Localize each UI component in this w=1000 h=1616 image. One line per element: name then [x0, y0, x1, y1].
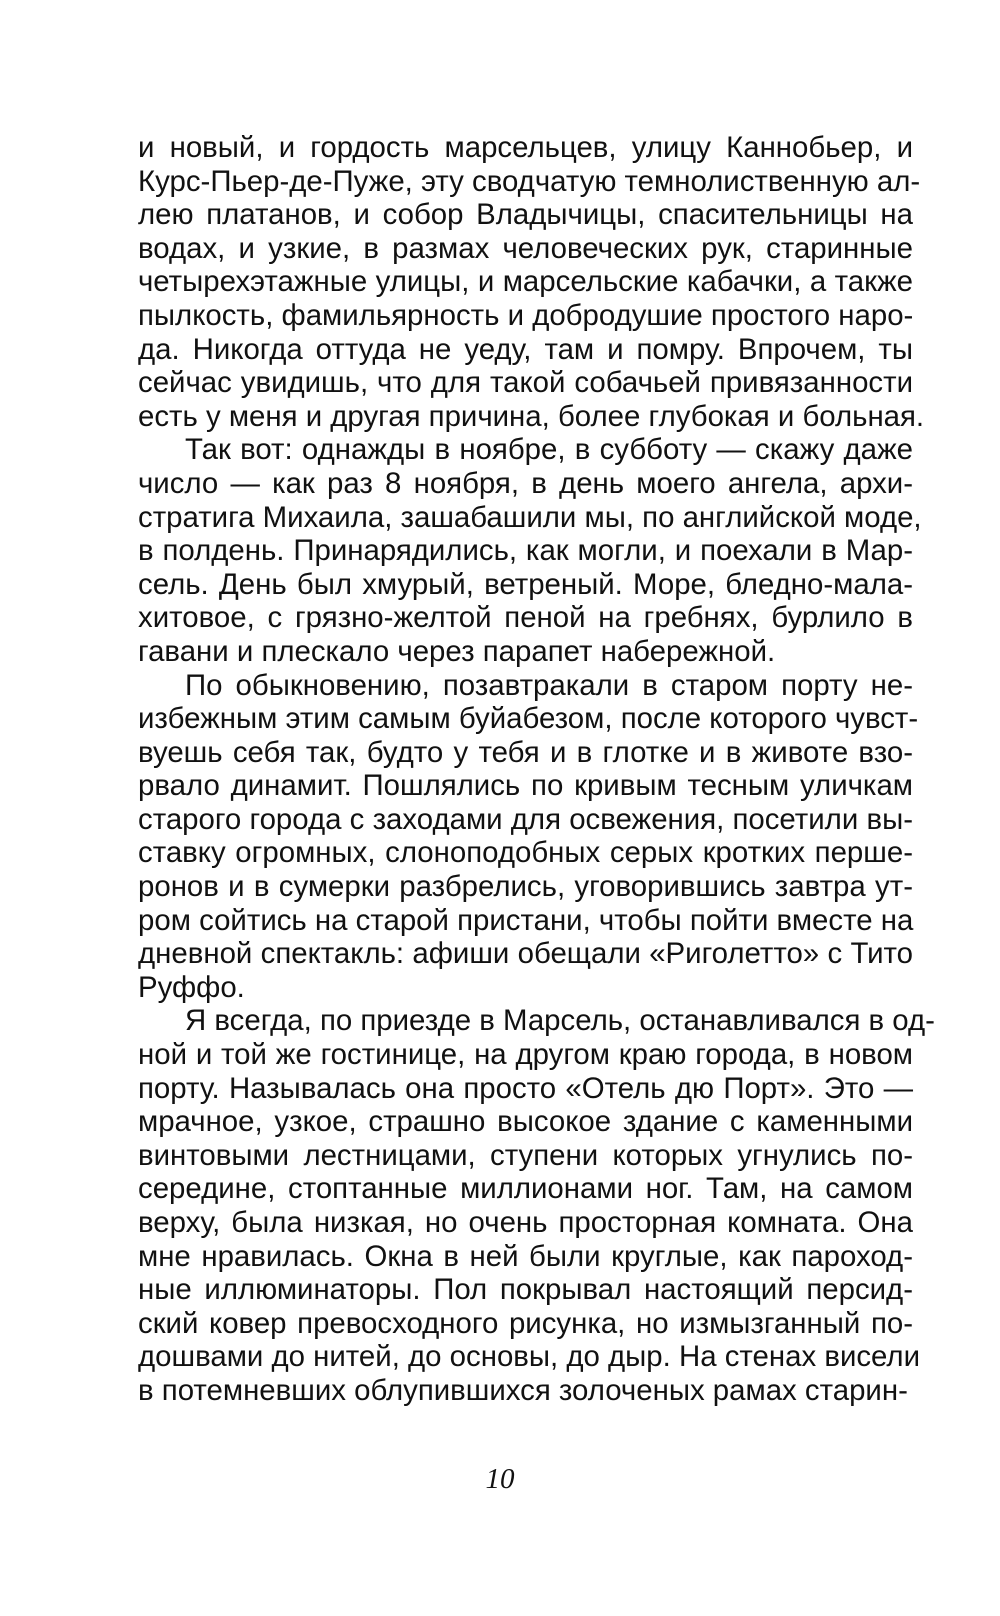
text-line: Так вот: однажды в ноябре, в субботу — скажу даже: [185, 433, 913, 467]
text-line: рвало динамит. Пошлялись по кривым тесным уличкам: [138, 769, 913, 803]
text-line: водах, и узкие, в размах человеческих рук, старинные: [138, 231, 913, 265]
text-line: в полдень. Принарядились, как могли, и поехали в Мар-: [138, 534, 913, 568]
text-line: да. Никогда оттуда не уеду, там и помру. Впрочем, ты: [138, 332, 913, 366]
text-line: ной и той же гостинице, на другом краю города, в новом: [138, 1038, 913, 1072]
text-line: верху, была низкая, но очень просторная комната. Она: [138, 1206, 913, 1239]
text-line: винтовыми лестницами, ступени которых угнулись по-: [138, 1138, 913, 1172]
text-line: По обыкновению, позавтракали в старом порту не-: [185, 668, 913, 702]
text-line: середине, стоптанные миллионами ног. Там, на самом: [138, 1172, 913, 1206]
text-line: ставку огромных, слоноподобных серых кротких перше-: [138, 836, 913, 870]
text-line: Я всегда, по приезде в Марсель, останавливался в од-: [185, 1004, 935, 1038]
text-line: Руффо.: [138, 970, 245, 1004]
text-line: хитовое, с грязно-желтой пеной на гребнях, бурлило в: [138, 601, 913, 635]
text-line: в потемневших облупившихся золоченых рамах старин-: [138, 1373, 908, 1407]
paragraph: [138, 433, 922, 668]
text-line: гавани и плескало через парапет набережной.: [138, 634, 776, 668]
text-line: стратига Михаила, зашабашили мы, по английской моде,: [138, 500, 922, 534]
text-line: четырехэтажные улицы, и марсельские кабачки, а также: [138, 265, 913, 299]
text-line: ронов и в сумерки разбрелись, уговорившись завтра ут-: [138, 870, 913, 904]
text-line: дошвами до нитей, до основы, до дыр. На стенах висели: [138, 1340, 920, 1374]
text-line: старого города с заходами для освежения, посетили вы-: [138, 802, 913, 836]
text-line: есть у меня и другая причина, более глубокая и больная.: [138, 399, 925, 433]
text-line: мрачное, узкое, страшно высокое здание с каменными: [138, 1105, 913, 1139]
page-number: 10: [485, 1463, 515, 1495]
text-line: число — как раз 8 ноября, в день моего ангела, архи-: [138, 466, 913, 500]
text-line: Курс-Пьер-де-Пуже, эту сводчатую темнолиственную ал-: [138, 164, 921, 198]
text-line: дневной спектакль: афиши обещали «Риголетто» с Тито: [138, 937, 913, 971]
text-line: порту. Называлась она просто «Отель дю Порт». Это —: [138, 1071, 913, 1105]
page-body: [138, 131, 935, 1408]
text-line: лею платанов, и собор Владычицы, спасительницы на: [138, 198, 913, 232]
text-line: пылкость, фамильярность и добродушие простого наро-: [138, 298, 914, 332]
paragraph: [138, 131, 925, 433]
text-line: избежным этим самым буйабезом, после которого чувст-: [138, 702, 919, 736]
text-line: ром сойтись на старой пристани, чтобы пойти вместе на: [138, 903, 914, 937]
text-line: сейчас увидишь, что для такой собачьей привязанности: [138, 366, 913, 400]
text-line: ные иллюминаторы. Пол покрывал настоящий персид-: [138, 1273, 913, 1307]
text-line: и новый, и гордость марсельцев, улицу Каннобьер, и: [138, 131, 913, 164]
text-line: сель. День был хмурый, ветреный. Море, бледно-мала-: [138, 567, 913, 601]
paragraph: [138, 1004, 935, 1407]
paragraph: [138, 668, 919, 1005]
text-line: мне нравилась. Окна в ней были круглые, как пароход-: [138, 1239, 913, 1273]
text-line: ский ковер превосходного рисунка, но измызганный по-: [138, 1306, 913, 1340]
text-line: вуешь себя так, будто у тебя и в глотке и в животе взо-: [138, 735, 913, 769]
